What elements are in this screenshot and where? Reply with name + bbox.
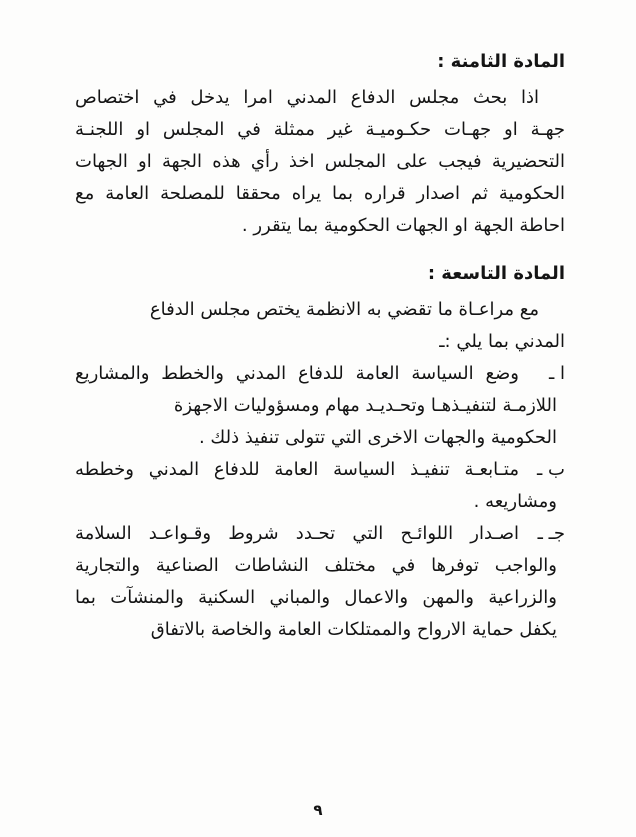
- text-line: احاطة الجهة او الجهات الحكومية بما يتقرر .: [241, 215, 565, 236]
- text-line: المدني بما يلي :ـ: [439, 331, 565, 352]
- text-line: وضع السياسة العامة للدفاع المدني والخطط والمشاريع: [75, 363, 519, 384]
- text-line: متـابعـة تنفيـذ السياسة العامة للدفاع المدني وخططه: [75, 459, 519, 480]
- list-marker: جـ ـ: [537, 523, 565, 544]
- text-line: والزراعية والمهن والاعمال والمباني السكنية والمنشآت بما: [75, 587, 557, 608]
- article-eight-paragraph: [75, 82, 565, 242]
- article-nine-intro: [75, 294, 565, 358]
- text-line: والواجب توفرها في مختلف النشاطات الصناعية والتجارية: [75, 555, 557, 576]
- list-item-jeem: [75, 518, 565, 646]
- text-line: اصـدار اللوائـح التي تحـدد شروط وقـواعـد السلامة: [75, 523, 519, 544]
- text-line: ومشاريعه .: [473, 491, 557, 512]
- page-body: [75, 46, 565, 646]
- text-line: الحكومية والجهات الاخرى التي تتولى تنفيذ ذلك .: [198, 427, 557, 448]
- text-line: مع مراعـاة ما تقضي به الانظمة يختص مجلس الدفاع: [149, 299, 539, 320]
- list-item-ba: [75, 454, 565, 518]
- list-item-alif: [75, 358, 565, 454]
- page-number: ٩: [313, 801, 323, 819]
- text-line: الحكومية ثم اصدار قراره بما يراه محققا للمصلحة العامة مع: [75, 183, 565, 204]
- list-marker: ب ـ: [537, 459, 565, 480]
- text-line: جهـة او جهـات حكـوميـة غير ممثلة في المجلس او اللجنـة: [75, 119, 565, 140]
- article-nine-heading: المادة التاسعة :: [427, 263, 565, 284]
- article-eight-heading: المادة الثامنة :: [437, 51, 565, 72]
- text-line: يكفل حماية الارواح والممتلكات العامة والخاصة بالاتفاق: [150, 619, 557, 640]
- list-marker: ا ـ: [549, 363, 565, 384]
- text-line: اذا بحث مجلس الدفاع المدني امرا يدخل في اختصاص: [75, 87, 539, 108]
- text-line: التحضيرية فيجب على المجلس اخذ رأي هذه الجهة او الجهات: [75, 151, 565, 172]
- text-line: اللازمـة لتنفيـذهـا وتحـديـد مهام ومسؤوليات الاجهزة: [173, 395, 557, 416]
